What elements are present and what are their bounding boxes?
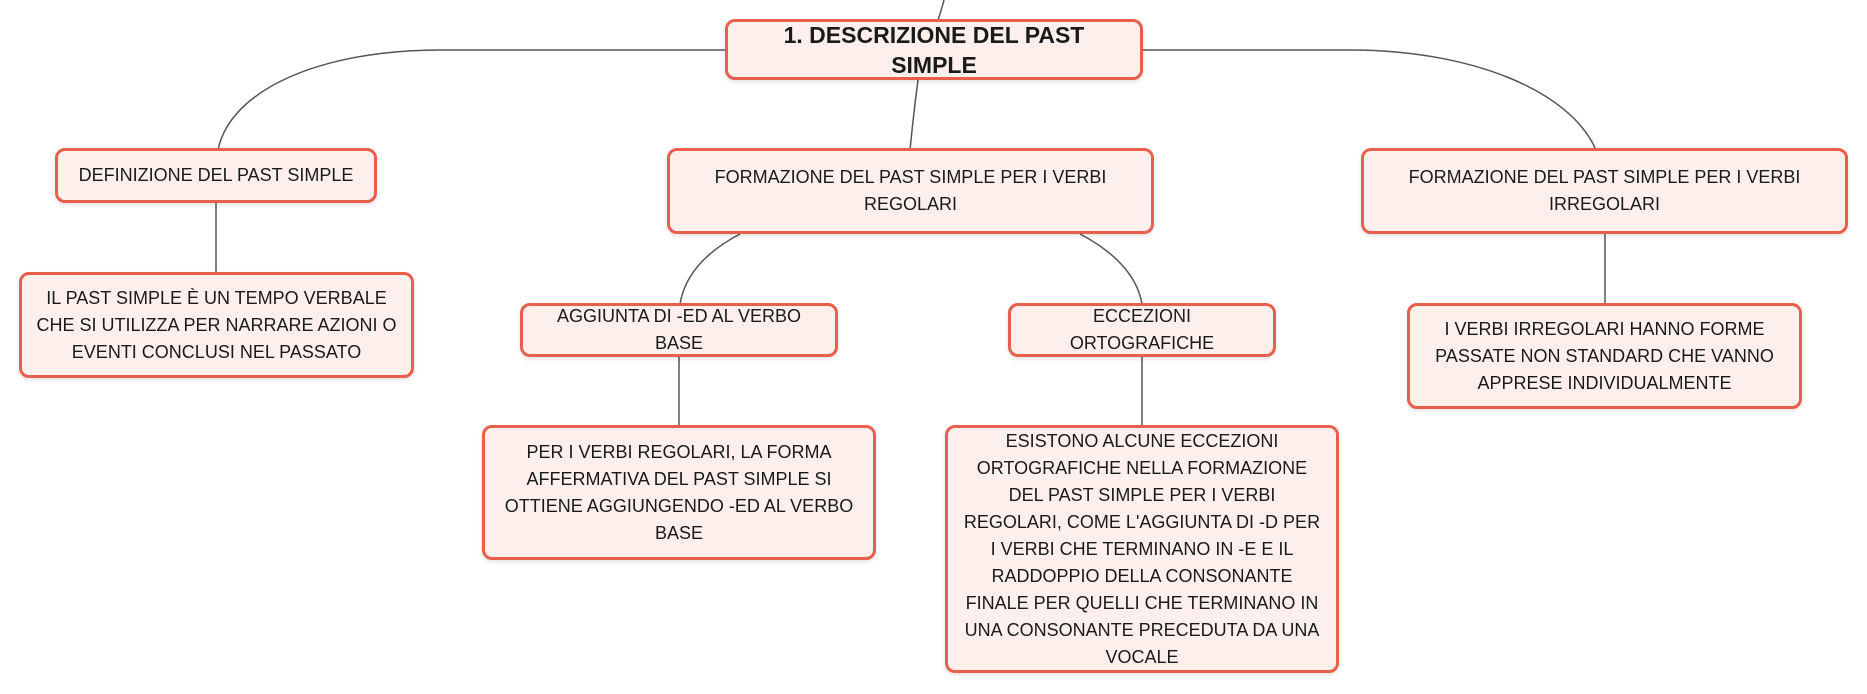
exceptions-node[interactable] [1008,303,1276,357]
irregular-verbs-node[interactable] [1361,148,1848,234]
irregular-verbs-label: FORMAZIONE DEL PAST SIMPLE PER I VERBI IRREGOLARI [1408,167,1801,214]
exceptions-label: ECCEZIONI ORTOGRAFICHE [1069,306,1215,353]
add-ed-label: AGGIUNTA DI -ED AL VERBO BASE [556,306,802,353]
connector-root-regular [910,80,918,150]
exceptions-detail-node[interactable] [945,425,1339,673]
regular-verbs-node[interactable] [667,148,1154,234]
root-node[interactable] [725,19,1143,80]
definition-node-label: DEFINIZIONE DEL PAST SIMPLE [78,165,354,185]
add-ed-node[interactable] [520,303,838,357]
regular-verbs-label: FORMAZIONE DEL PAST SIMPLE PER I VERBI REGOLARI [714,167,1107,214]
irregular-detail-node[interactable] [1407,303,1802,409]
definition-detail-label: IL PAST SIMPLE È UN TEMPO VERBALE CHE SI UTILIZZA PER NARRARE AZIONI O EVENTI CONCLUSI NEL PASSATO [36,287,397,362]
connector-root-irregular [1142,50,1596,150]
exceptions-detail-label: ESISTONO ALCUNE ECCEZIONI ORTOGRAFICHE NELLA FORMAZIONE DEL PAST SIMPLE PER I VERBI REGOLARI, COME L'AGGIUNTA DI -D PER I VERBI CHE TERMINANO IN -E E IL RADDOPPIO DELLA CONSONANTE FINALE PER QUELLI CHE TERMINANO IN UNA CONSONANTE PRECEDUTA DA UNA VOCALE [963,430,1321,667]
definition-node[interactable] [55,148,377,203]
connector-regular-add-ed [680,234,740,304]
root-node-label: 1. DESCRIZIONE DEL PAST SIMPLE [783,21,1085,78]
add-ed-detail-node[interactable] [482,425,876,560]
add-ed-detail-label: PER I VERBI REGOLARI, LA FORMA AFFERMATIVA DEL PAST SIMPLE SI OTTIENE AGGIUNGENDO -ED AL VERBO BASE [504,441,854,543]
connector-root-definition [218,50,726,150]
connector-regular-exceptions [1080,234,1142,304]
irregular-detail-label: I VERBI IRREGOLARI HANNO FORME PASSATE NON STANDARD CHE VANNO APPRESE INDIVIDUALMENTE [1435,318,1774,393]
connector-root-parent [938,0,944,20]
definition-detail-node[interactable] [19,272,414,378]
